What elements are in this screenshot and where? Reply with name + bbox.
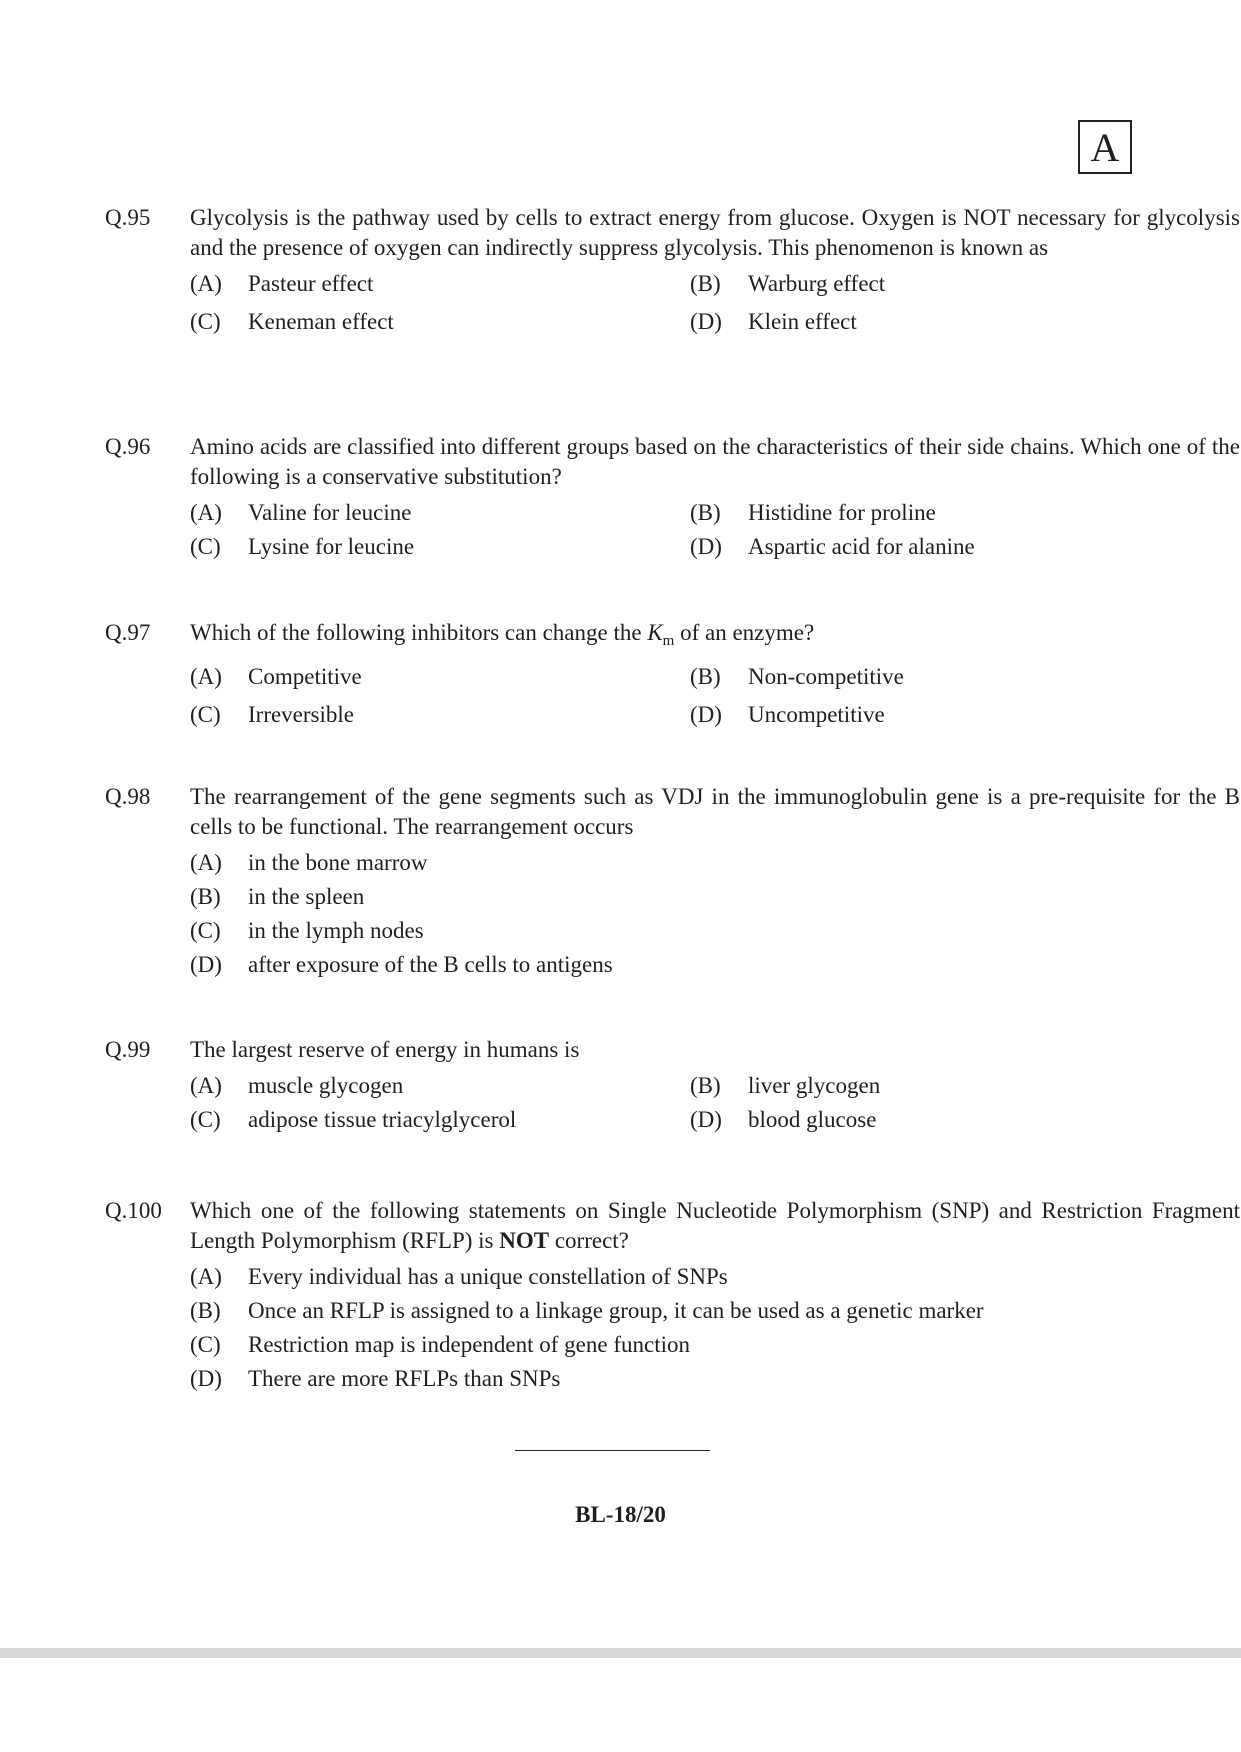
question-text: Glycolysis is the pathway used by cells to extract energy from glucose. Oxygen is NOT necessary for glycolysis and the presence of oxygen can indirectly suppress glycolysis. This phenomenon is known as — [190, 205, 1240, 260]
option-row — [190, 662, 1240, 700]
option-row — [190, 532, 1240, 570]
option-label: (D) — [690, 309, 722, 334]
option-label: (C) — [190, 702, 221, 727]
option-text: Warburg effect — [748, 271, 886, 296]
option-label: (B) — [190, 884, 221, 909]
option-row — [190, 307, 1240, 345]
option-text: There are more RFLPs than SNPs — [248, 1366, 561, 1391]
question-text-before: Which one of the following statements on Single Nucleotide Polymorphism (SNP) and Restriction Fragment Length Polymorphism (RFLP) is — [190, 1198, 1240, 1253]
question-number: Q.100 — [105, 1198, 162, 1223]
option-label: (C) — [190, 309, 221, 334]
question-number: Q.98 — [105, 784, 151, 809]
option-row — [190, 700, 1240, 738]
option-text: liver glycogen — [748, 1073, 881, 1098]
option-text: Valine for leucine — [248, 500, 412, 525]
question-number: Q.97 — [105, 620, 151, 645]
option-text: adipose tissue triacylglycerol — [248, 1107, 517, 1132]
option-label: (A) — [190, 1264, 222, 1289]
options — [190, 269, 1240, 345]
question-text-after: of an enzyme? — [674, 620, 815, 645]
option-label: (A) — [190, 850, 222, 875]
option-text: Every individual has a unique constellation of SNPs — [248, 1264, 728, 1289]
option-label: (C) — [190, 534, 221, 559]
option-label: (D) — [690, 1107, 722, 1132]
option-label: (A) — [190, 664, 222, 689]
k-subscript: m — [662, 633, 675, 649]
options — [190, 662, 1240, 738]
option-text: Non-competitive — [748, 664, 904, 689]
option-a — [190, 1262, 1240, 1296]
question-body — [190, 1035, 1240, 1143]
option-b — [190, 1296, 1240, 1330]
question-number: Q.99 — [105, 1037, 151, 1062]
option-label: (C) — [190, 918, 221, 943]
option-text: Klein effect — [748, 309, 857, 334]
page-footer: BL-18/20 — [575, 1502, 666, 1527]
option-row — [190, 269, 1240, 307]
option-d — [190, 950, 1240, 984]
question-text — [190, 1196, 1240, 1256]
options — [190, 1262, 1240, 1398]
scan-edge-band — [0, 1648, 1241, 1658]
question-body — [190, 782, 1240, 984]
option-c — [190, 916, 1240, 950]
option-text: muscle glycogen — [248, 1073, 404, 1098]
end-rule — [515, 1450, 710, 1451]
question-text-before: Which of the following inhibitors can change the — [190, 620, 648, 645]
option-text: in the spleen — [248, 884, 365, 909]
options — [190, 1071, 1240, 1143]
question-body — [190, 1196, 1240, 1398]
option-label: (D) — [190, 952, 222, 977]
question-body — [190, 618, 1240, 738]
question-body — [190, 203, 1240, 345]
option-label: (A) — [190, 500, 222, 525]
option-d — [190, 1364, 1240, 1398]
option-text: Restriction map is independent of gene function — [248, 1332, 690, 1357]
option-a — [190, 848, 1240, 882]
option-label: (B) — [690, 1073, 721, 1098]
option-label: (B) — [690, 271, 721, 296]
question-text — [190, 618, 1240, 656]
k-symbol: K — [647, 620, 663, 645]
option-label: (B) — [690, 664, 721, 689]
question-text-after: correct? — [549, 1228, 629, 1253]
option-label: (C) — [190, 1107, 221, 1132]
options — [190, 498, 1240, 570]
question-text: Amino acids are classified into different groups based on the characteristics of their side chains. Which one of the following is a conservative substitution? — [190, 434, 1240, 489]
set-code-box: A — [1078, 120, 1132, 174]
option-label: (A) — [190, 1073, 222, 1098]
option-row — [190, 498, 1240, 532]
option-text: blood glucose — [748, 1107, 877, 1132]
question-body — [190, 432, 1240, 570]
option-text: Keneman effect — [248, 309, 394, 334]
option-text: Lysine for leucine — [248, 534, 415, 559]
option-row — [190, 1105, 1240, 1143]
question-number: Q.95 — [105, 205, 151, 230]
option-text: in the lymph nodes — [248, 918, 424, 943]
option-b — [190, 882, 1240, 916]
question-text-bold: NOT — [499, 1228, 550, 1253]
option-label: (B) — [690, 500, 721, 525]
option-text: Once an RFLP is assigned to a linkage group, it can be used as a genetic marker — [248, 1298, 984, 1323]
option-label: (A) — [190, 271, 222, 296]
options — [190, 848, 1240, 984]
option-label: (D) — [690, 702, 722, 727]
option-text: Uncompetitive — [748, 702, 885, 727]
option-c — [190, 1330, 1240, 1364]
option-text: Irreversible — [248, 702, 354, 727]
option-text: after exposure of the B cells to antigens — [248, 952, 613, 977]
question-number: Q.96 — [105, 434, 151, 459]
option-text: in the bone marrow — [248, 850, 428, 875]
option-row — [190, 1071, 1240, 1105]
option-text: Pasteur effect — [248, 271, 374, 296]
option-text: Aspartic acid for alanine — [748, 534, 975, 559]
option-label: (B) — [190, 1298, 221, 1323]
option-text: Histidine for proline — [748, 500, 936, 525]
option-label: (C) — [190, 1332, 221, 1357]
option-text: Competitive — [248, 664, 362, 689]
question-text: The rearrangement of the gene segments such as VDJ in the immunoglobulin gene is a pre-requisite for the B cells to be functional. The rearrangement occurs — [190, 784, 1240, 839]
option-label: (D) — [690, 534, 722, 559]
option-label: (D) — [190, 1366, 222, 1391]
question-text: The largest reserve of energy in humans is — [190, 1037, 580, 1062]
